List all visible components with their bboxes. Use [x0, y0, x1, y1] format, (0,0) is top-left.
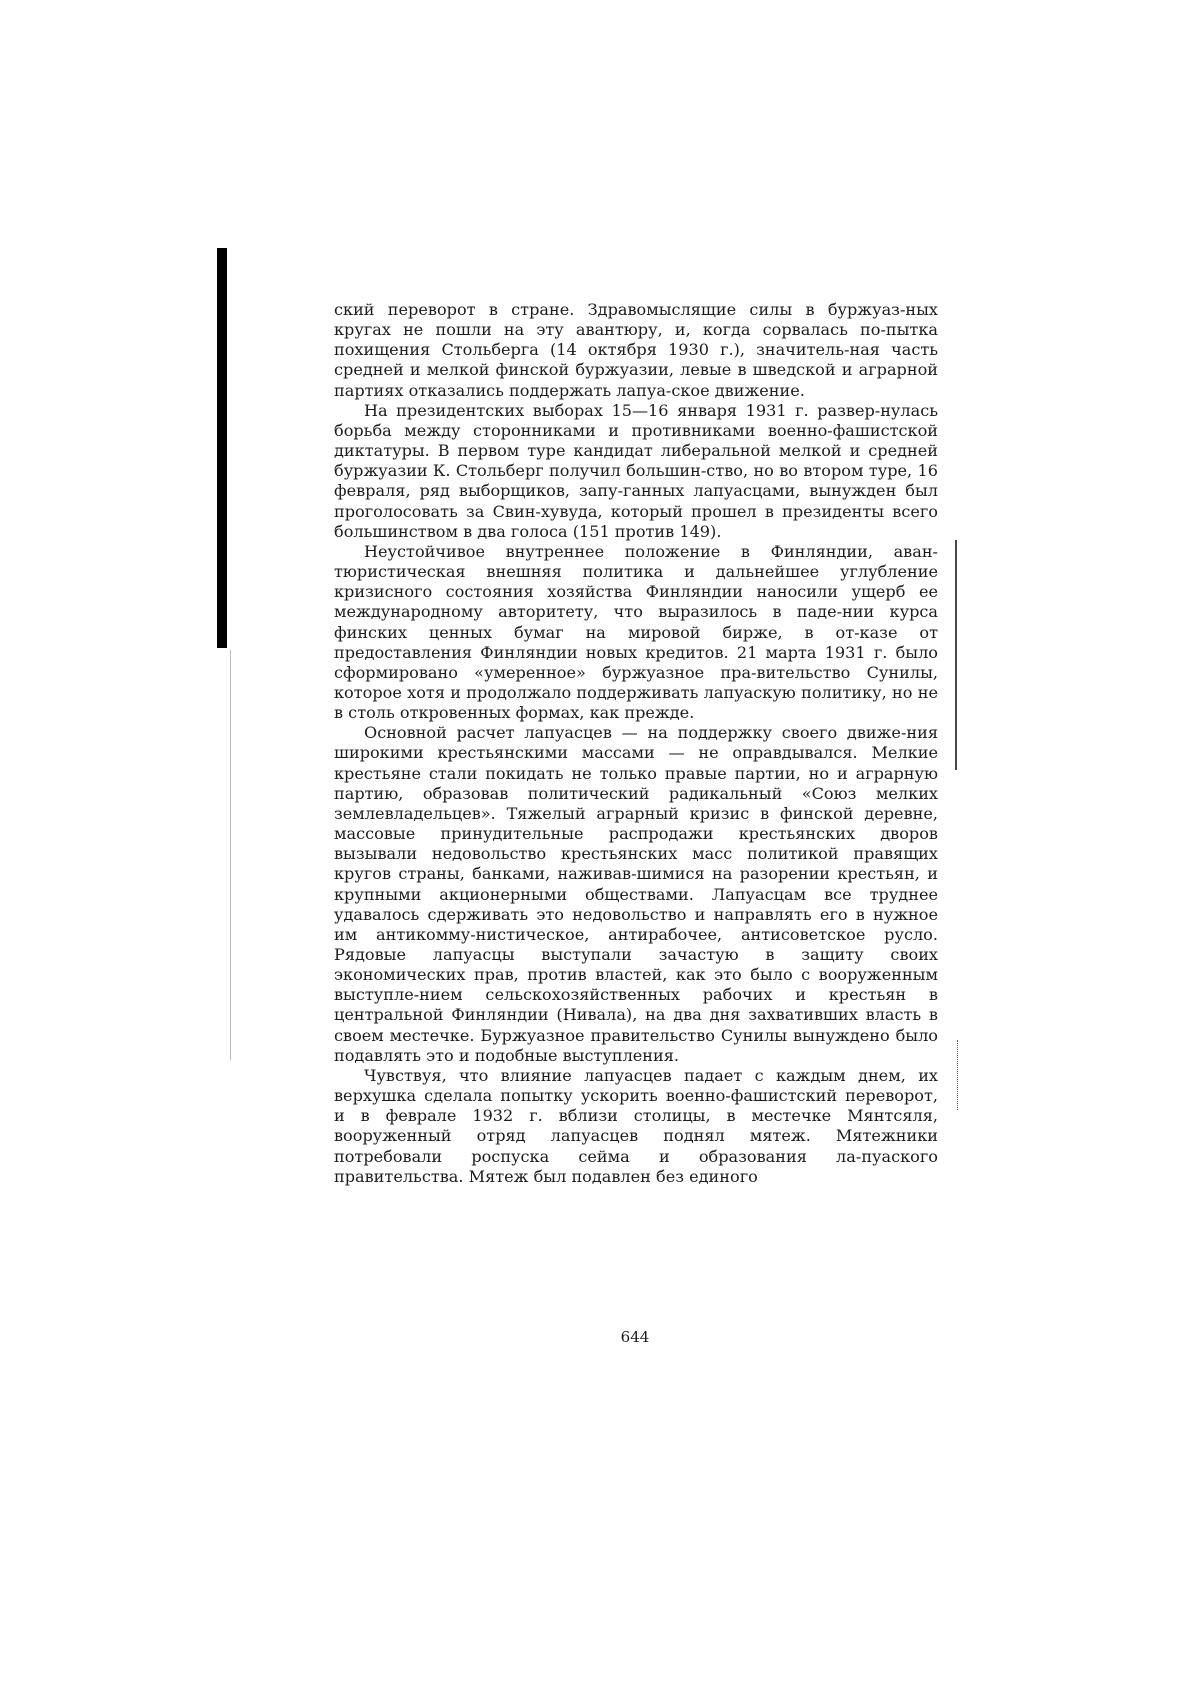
book-page-body: [334, 300, 938, 1187]
page-number: 644: [620, 1328, 650, 1346]
paragraph: ский переворот в стране. Здравомыслящие силы в буржуаз-ных кругах не пошли на эту авантюру, и, когда сорвалась по-пытка похищения Стольберга (14 октября 1930 г.), значитель-ная часть средней и мелкой финской буржуазии, левые в шведской и аграрной партиях отказались поддержать лапуа-ское движение.: [334, 300, 938, 400]
scan-edge-line: [230, 650, 231, 1060]
scan-margin-line: [955, 540, 957, 770]
paragraph: Основной расчет лапуасцев — на поддержку своего движе-ния широкими крестьянскими массами — не оправдывался. Мелкие крестьяне стали покидать не только правые партии, но и аграрную партию, образовав политический радикальный «Союз мелких землевладельцев». Тяжелый аграрный кризис в финской деревне, массовые принудительные распродажи крестьянских дворов вызывали недовольство крестьянских масс политикой правящих кругов страны, банками, наживав-шимися на разорении крестьян, и крупными акционерными обществами. Лапуасцам все труднее удавалось сдерживать это недовольство и направлять его в нужное им антикомму-нистическое, антирабочее, антисоветское русло. Рядовые лапуасцы выступали зачастую в защиту своих экономических прав, против властей, как это было с вооруженным выступле-нием сельскохозяйственных рабочих и крестьян в центральной Финляндии (Нивала), на два дня захвативших власть в своем местечке. Буржуазное правительство Сунилы вынуждено было подавлять это и подобные выступления.: [334, 723, 938, 1065]
paragraph: Чувствуя, что влияние лапуасцев падает с каждым днем, их верхушка сделала попытку ускорить военно-фашистский переворот, и в феврале 1932 г. вблизи столицы, в местечке Мянтсяля, вооруженный отряд лапуасцев поднял мятеж. Мятежники потребовали роспуска сейма и образования ла-пуаского правительства. Мятеж был подавлен без единого: [334, 1065, 938, 1186]
scan-edge-bar: [217, 248, 227, 648]
scan-margin-dash: [957, 1040, 959, 1110]
paragraph: Неустойчивое внутреннее положение в Финляндии, аван-тюристическая внешняя политика и дальнейшее углубление кризисного состояния хозяйства Финляндии наносили ущерб ее международному авторитету, что выразилось в паде-нии курса финских ценных бумаг на мировой бирже, в от-казе от предоставления Финляндии новых кредитов. 21 марта 1931 г. было сформировано «умеренное» буржуазное пра-вительство Сунилы, которое хотя и продолжало поддерживать лапуаскую политику, но не в столь откровенных формах, как прежде.: [334, 541, 938, 723]
paragraph: На президентских выборах 15—16 января 1931 г. развер-нулась борьба между сторонниками и противниками военно-фашистской диктатуры. В первом туре кандидат либеральной мелкой и средней буржуазии К. Стольберг получил большин-ство, но во втором туре, 16 февраля, ряд выборщиков, запу-ганных лапуасцами, вынужден был проголосовать за Свин-хувуда, который прошел в президенты всего большинством в два голоса (151 против 149).: [334, 400, 938, 541]
